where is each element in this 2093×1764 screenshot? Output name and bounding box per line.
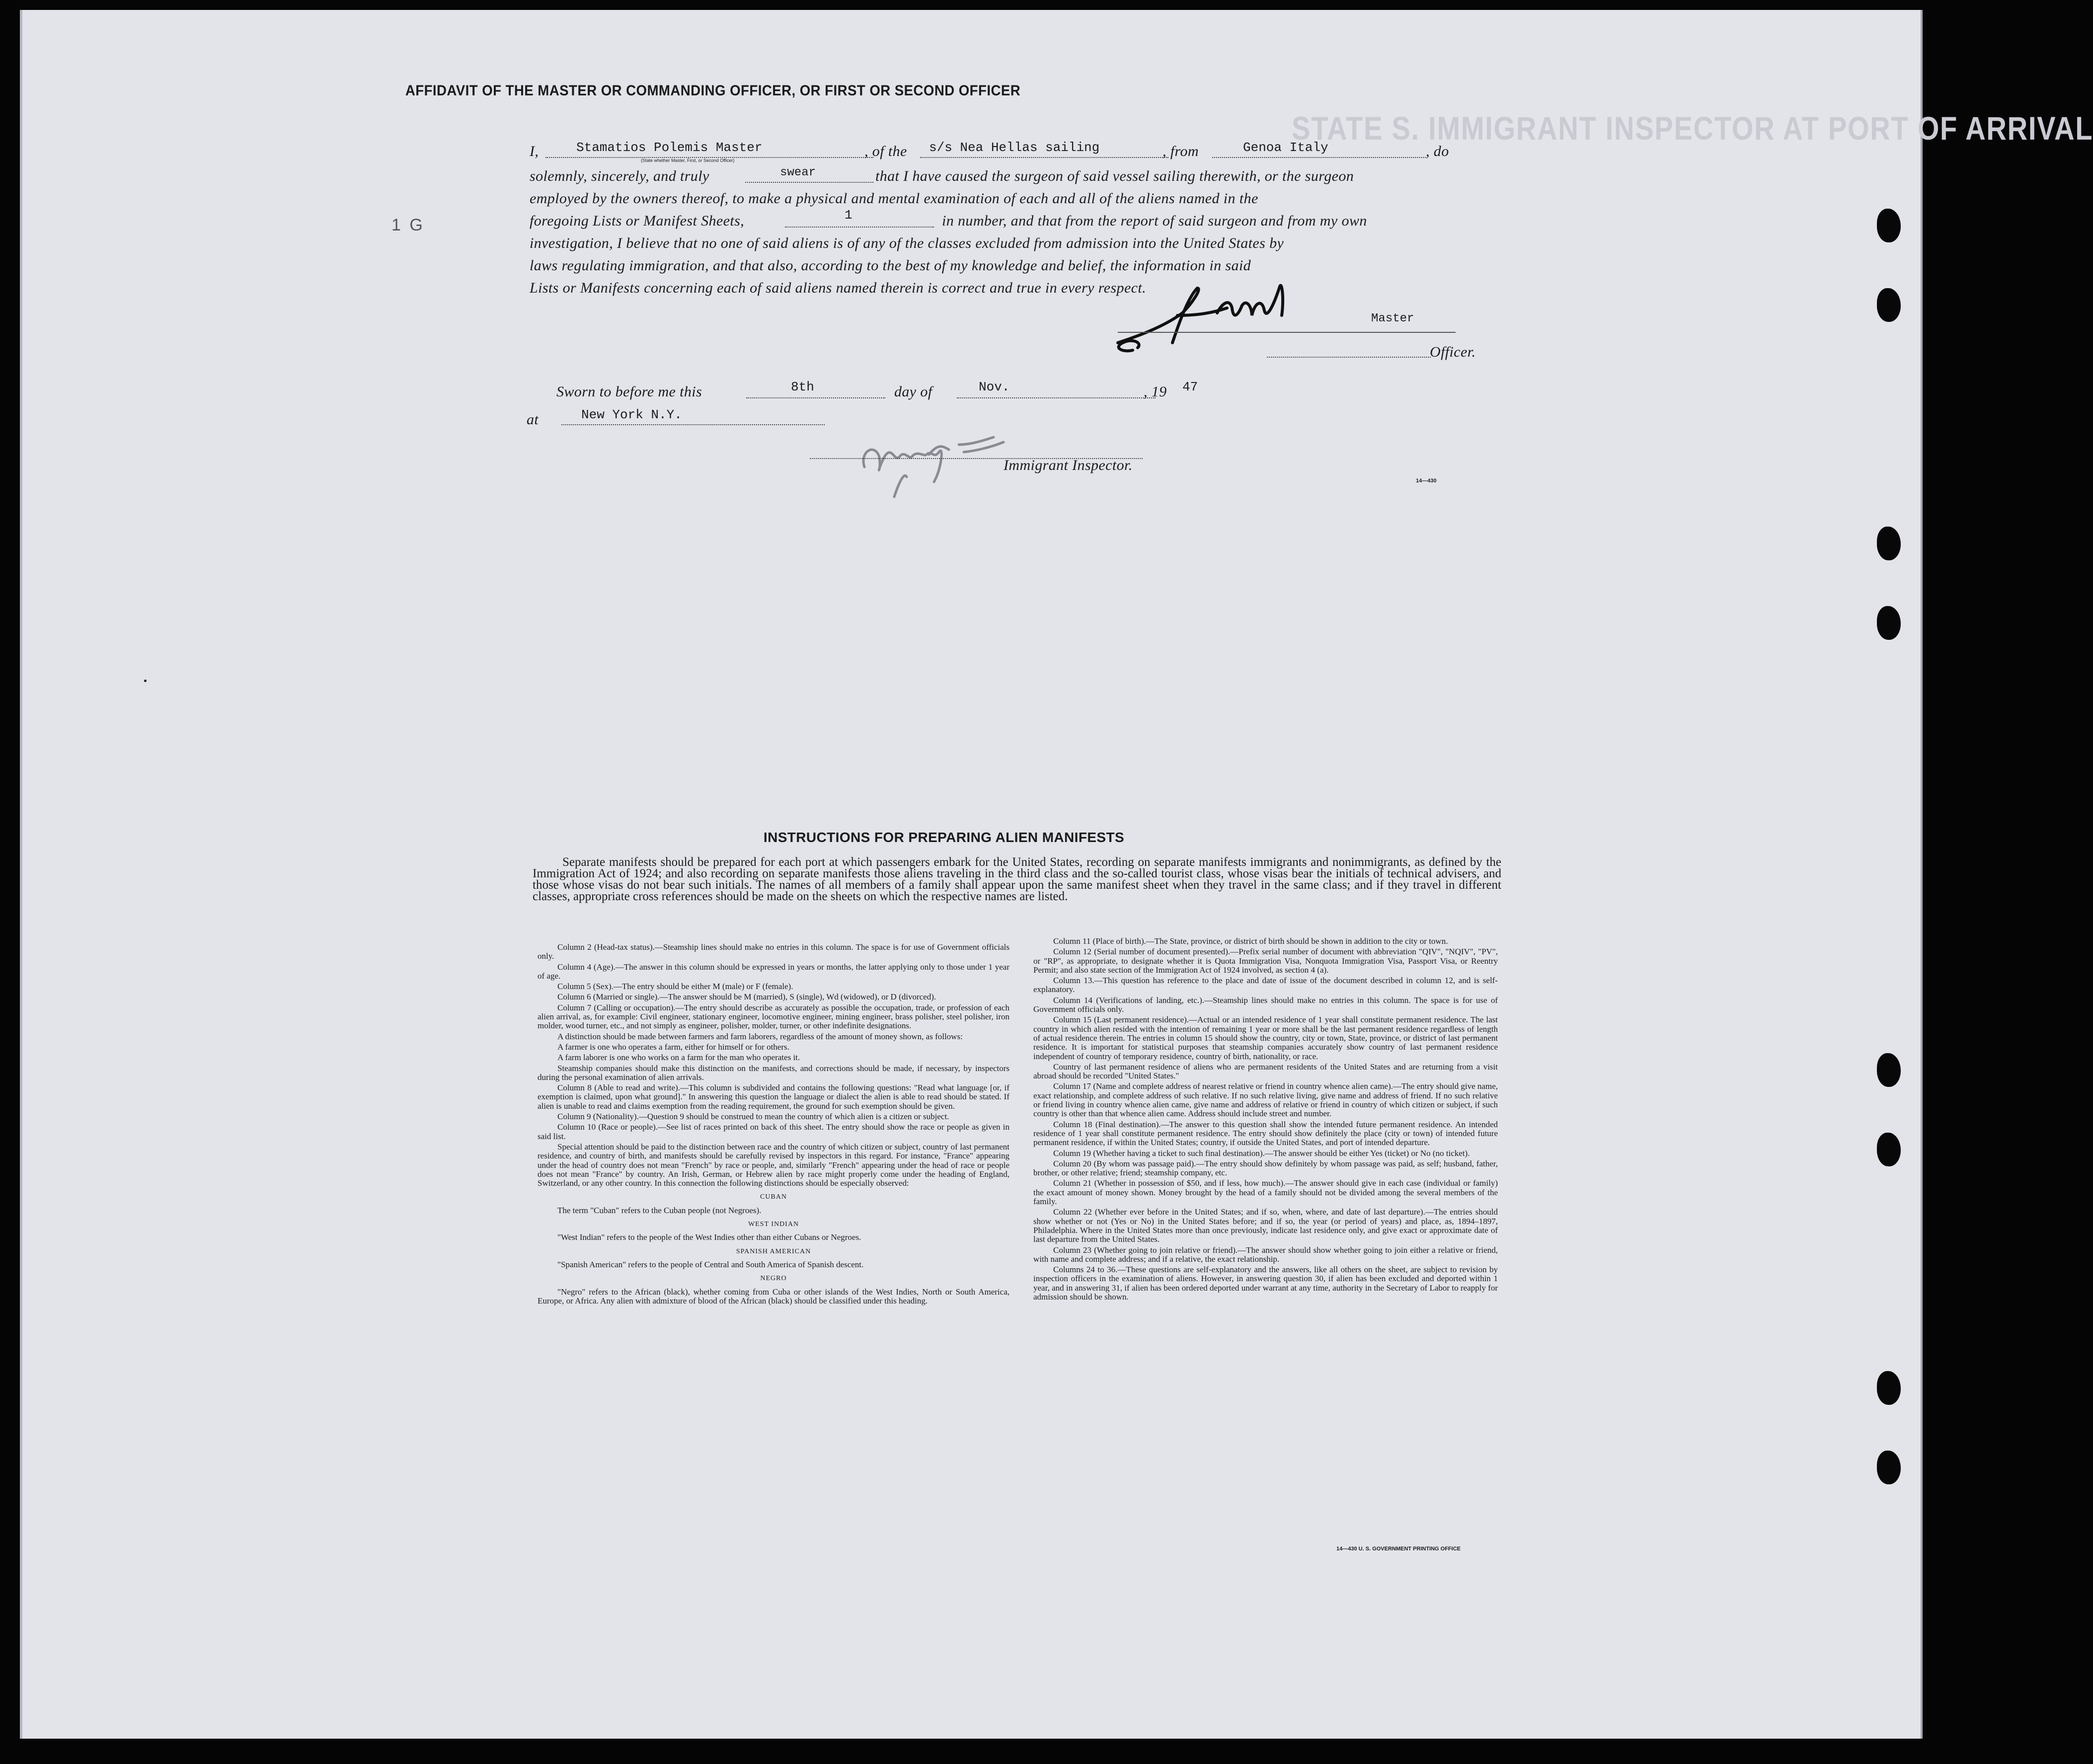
punch-hole bbox=[1877, 1451, 1901, 1484]
right-item: Country of last permanent residence of aliens who are permanent residents of the United States and are returning from a visit abroad should be recorded "United States." bbox=[1033, 1062, 1498, 1081]
def-cuban: The term "Cuban" refers to the Cuban people (not Negroes). bbox=[557, 1205, 762, 1215]
right-item: Column 22 (Whether ever before in the United States; and if so, when, where, and date of last departure).—The entries should show whether or not (Yes or No) in the United States before; and if so, the year (or period of years) and place, as, 1894–1897, Philadelphia. Where in the United States more than once previously, indicate last residence only, and give exact or approximate date of last departure from the United States. bbox=[1033, 1207, 1498, 1244]
place-value: New York N.Y. bbox=[581, 407, 682, 422]
punch-hole bbox=[1877, 209, 1901, 242]
punch-hole bbox=[1877, 1133, 1901, 1166]
punch-hole bbox=[1877, 288, 1901, 322]
master-underline bbox=[1118, 332, 1456, 333]
left-item: Column 6 (Married or single).—The answer should be M (married), S (single), Wd (widowed), or D (divorced). bbox=[557, 992, 936, 1002]
year-prefix: , 19 bbox=[1144, 383, 1167, 400]
instructions-title: INSTRUCTIONS FOR PREPARING ALIEN MANIFESTS bbox=[763, 830, 1125, 845]
right-item: Column 19 (Whether having a ticket to such final destination).—The answer should be either Yes (ticket) or No (no ticket). bbox=[1053, 1148, 1470, 1158]
affidavit-title: AFFIDAVIT OF THE MASTER OR COMMANDING OFFICER, OR FIRST OR SECOND OFFICER bbox=[405, 82, 1021, 99]
heading-spanish-american: SPANISH AMERICAN bbox=[736, 1247, 811, 1255]
day-value: 8th bbox=[791, 380, 814, 394]
punch-hole bbox=[1877, 1371, 1901, 1405]
punch-hole bbox=[1877, 1053, 1901, 1087]
officer-label: Officer. bbox=[1430, 344, 1476, 360]
instructions-intro: Separate manifests should be prepared for each port at which passengers embark for the United States, recording on separate manifests immigrants and nonimmigrants, as defined by the Immigration Act of 1924; and also recording on separate manifests those aliens traveling in the third class and the so-called tourist class, whose visas bear the initials of technical advisers, and those whose visas do not bear such initials. The names of all members of a family shall appear upon the same manifest sheet when they travel in the same class; and if they travel in different classes, appropriate cross references should be made on the sheets on which the respective names are listed. bbox=[533, 855, 1501, 903]
day-underline bbox=[746, 397, 885, 398]
left-item: Column 5 (Sex).—The entry should be either M (male) or F (female). bbox=[557, 982, 793, 992]
count-value: 1 bbox=[845, 208, 853, 223]
right-item: Column 12 (Serial number of document presented).—Prefix serial number of document with abbreviation "QIV", "NQIV", "PV", or "RP", as appropriate, to designate whether it is Quota Immigration Visa, Nonquota Immigration Visa, Passport Visa, or Reentry Permit; and also state section of the Immigration Act of 1924 involved, as section 4 (a). bbox=[1033, 947, 1498, 975]
aff-line4-rest: in number, and that from the report of said surgeon and from my own bbox=[942, 213, 1367, 229]
master-signature bbox=[1103, 268, 1361, 358]
at-label: at bbox=[527, 411, 539, 428]
vessel-value: s/s Nea Hellas sailing bbox=[929, 140, 1100, 155]
aff-line2-rest: that I have caused the surgeon of said vessel sailing therewith, or the surgeon bbox=[875, 168, 1354, 184]
right-item: Column 23 (Whether going to join relative or friend).—The answer should show whether going to join either a relative or friend, with name and complete address; and if a relative, the exact relationship. bbox=[1033, 1245, 1498, 1264]
oath-value: swear bbox=[780, 166, 816, 179]
left-item: Special attention should be paid to the distinction between race and the country of which citizen or subject, country of last permanent residence, and country of birth, and manifests should be carefully revised by inspectors in this regard. For instance, "France" appearing under the head of country does not mean "French" by race or people, and, similarly "French" appearing under the head of race or people does not mean "France" by country. An Irish, German, or Hebrew alien by race might properly come under the heading of England, Switzerland, or any other country. In this connection the following distinctions should be especially observed: bbox=[538, 1142, 1009, 1188]
heading-cuban: CUBAN bbox=[760, 1193, 787, 1201]
right-item: Column 20 (By whom was passage paid).—The entry should show definitely by whom passage was paid, as self; husband, father, brother, or other relative; friend; steamship company, etc. bbox=[1033, 1158, 1498, 1178]
heading-negro: NEGRO bbox=[760, 1275, 787, 1283]
def-negro: "Negro" refers to the African (black), whether coming from Cuba or other islands of the West Indies, North or South America, Europe, or Africa. Any alien with admixture of blood of the African (black) should be classified under this heading. bbox=[538, 1287, 1009, 1305]
left-instructions-column bbox=[538, 943, 1009, 1307]
sworn-lead: Sworn to before me this bbox=[556, 383, 702, 400]
master-title: Master bbox=[1371, 312, 1414, 325]
right-item: Column 13.—This question has reference to the place and date of issue of the document described in column 12, and is self-explanatory. bbox=[1033, 976, 1498, 995]
aff-of-the: , of the bbox=[864, 143, 907, 159]
aff-line1-lead: I, bbox=[530, 143, 539, 159]
aff-line3: employed by the owners thereof, to make a physical and mental examination of each and all of the aliens named in the bbox=[530, 190, 1258, 207]
aff-line6: laws regulating immigration, and that also, according to the best of my knowledge and belief, the information in said bbox=[530, 257, 1251, 274]
port-value: Genoa Italy bbox=[1243, 140, 1328, 155]
oath-underline bbox=[745, 182, 873, 183]
margin-note: 1 G bbox=[391, 216, 425, 234]
day-of-label: day of bbox=[894, 383, 932, 400]
right-item: Column 11 (Place of birth).—The State, province, or district of birth should be shown in addition to the city or town. bbox=[1053, 936, 1448, 946]
left-item: Steamship companies should make this distinction on the manifests, and corrections should be made, if necessary, by inspectors during the personal examination of alien arrivals. bbox=[538, 1063, 1009, 1082]
heading-west-indian: WEST INDIAN bbox=[748, 1221, 799, 1228]
month-value: Nov. bbox=[979, 380, 1010, 394]
left-item: Column 4 (Age).—The answer in this column should be expressed in years or months, the latter applying only to those under 1 year of age. bbox=[538, 962, 1009, 981]
aff-line7: Lists or Manifests concerning each of said aliens named therein is correct and true in every respect. bbox=[530, 280, 1147, 296]
manifest-sheet bbox=[20, 10, 2093, 1739]
left-item: Column 10 (Race or people).—See list of races printed on back of this sheet. The entry should show the race or people as given in said list. bbox=[538, 1122, 1009, 1141]
month-underline bbox=[957, 397, 1156, 398]
right-item: Column 18 (Final destination).—The answer to this question shall show the intended future permanent residence. An intended residence of 1 year shall constitute permanent residence. The entry should show definitely the place (city or town) of intended future permanent residence, if within the United States; country, if outside the United States, and port of intended departure. bbox=[1033, 1119, 1498, 1148]
left-item: A farmer is one who operates a farm, either for himself or for others. bbox=[557, 1042, 789, 1052]
right-item: Column 15 (Last permanent residence).—Actual or an intended residence of 1 year shall constitute permanent residence. The last country in which alien resided with the intention of remaining 1 year or more shall be the last permanent residence regardless of length of actual residence therein. The entries in column 15 should show the country, city or town, State, province, or district of last permanent residence. It is important for statistical purposes that steamship companies accurately show country of last permanent residence independent of country of temporary residence, country of birth, nationality, or race. bbox=[1033, 1015, 1498, 1061]
right-item: Column 17 (Name and complete address of nearest relative or friend in country whence alien came).—The entry should give name, exact relationship, and complete address of such relative. If no such relative living, give name and address of friend. If no such relative or friend living in country whence alien came, give name and address of relative or friend in country of which citizen or subject, if such country is other than that whence alien came. Address should include street and number. bbox=[1033, 1081, 1498, 1119]
officer-underline bbox=[1267, 357, 1431, 358]
bleed-through-text: STATE S. IMMIGRANT INSPECTOR AT PORT OF ARRIVAL bbox=[1292, 110, 2093, 147]
sheet-left-edge bbox=[20, 10, 22, 1739]
left-item: Column 9 (Nationality).—Question 9 should be construed to mean the country of which alien is a citizen or subject. bbox=[557, 1112, 949, 1122]
year-value: 47 bbox=[1182, 380, 1198, 394]
left-item: A distinction should be made between farmers and farm laborers, regardless of the amount of money shown, as follows: bbox=[557, 1031, 963, 1041]
printing-office-footer: 14—430 U. S. GOVERNMENT PRINTING OFFICE bbox=[1336, 1546, 1461, 1552]
punch-hole bbox=[1877, 606, 1901, 640]
state-note: (State whether Master, First, or Second Officer) bbox=[641, 158, 735, 163]
left-item: Column 7 (Calling or occupation).—The entry should describe as accurately as possible the occupation, trade, or profession of each alien arrival, as, for example: Civil engineer, stationary engineer, locomotive engineer, mining engineer, brass polisher, steel polisher, iron molder, wood turner, etc., and not simply as engineer, polisher, molder, turner, or other indefinite designations. bbox=[538, 1002, 1009, 1031]
speck bbox=[144, 680, 147, 682]
sheet-right-edge bbox=[1921, 10, 1923, 1739]
aff-line5: investigation, I believe that no one of said aliens is of any of the classes excluded from admission into the United States by bbox=[530, 235, 1284, 251]
def-spanish-american: "Spanish American" refers to the people of Central and South America of Spanish descent. bbox=[557, 1259, 864, 1269]
aff-from: , from bbox=[1163, 143, 1199, 159]
left-item: A farm laborer is one who works on a farm for the man who operates it. bbox=[557, 1053, 800, 1063]
aff-line2-lead: solemnly, sincerely, and truly bbox=[530, 168, 709, 184]
place-underline bbox=[561, 424, 825, 425]
port-underline bbox=[1212, 157, 1426, 158]
inspector-label: Immigrant Inspector. bbox=[1004, 457, 1133, 473]
punch-hole bbox=[1877, 527, 1901, 560]
right-item: Column 14 (Verifications of landing, etc.).—Steamship lines should make no entries in this column. The space is for use of Government officials only. bbox=[1033, 995, 1498, 1014]
right-item: Column 21 (Whether in possession of $50, and if less, how much).—The answer should give in each case (individual or family) the exact amount of money shown. Money brought by the head of a family should not be divided among the several members of the family. bbox=[1033, 1178, 1498, 1207]
def-west-indian: "West Indian" refers to the people of the West Indies other than either Cubans or Negroes. bbox=[557, 1232, 861, 1242]
aff-line4-lead: foregoing Lists or Manifest Sheets, bbox=[530, 213, 745, 229]
form-code: 14—430 bbox=[1416, 478, 1437, 484]
left-item: Column 2 (Head-tax status).—Steamship lines should make no entries in this column. The space is for use of Government officials only. bbox=[538, 942, 1009, 961]
left-item: Column 8 (Able to read and write).—This column is subdivided and contains the following questions: "Read what language [or, if exemption is claimed, upon what ground]." In answering this question the language or dialect the alien is able to read should be stated. If alien is unable to read and claims exemption from the reading requirement, the ground for such exemption should be given. bbox=[538, 1083, 1009, 1111]
count-underline bbox=[785, 227, 934, 228]
vessel-underline bbox=[920, 157, 1168, 158]
master-name-value: Stamatios Polemis Master bbox=[576, 140, 763, 155]
right-instructions-column bbox=[1033, 937, 1498, 1303]
aff-do: , do bbox=[1426, 143, 1449, 159]
right-item: Columns 24 to 36.—These questions are self-explanatory and the answers, like all others on the sheet, are subject to revision by inspection officers in the examination of aliens. However, in answering question 30, if alien has been excluded and deported within 1 year, and in answering 31, if alien has been ordered deported under warrant at any time, authority in the Secretary of Labor to reapply for admission should be shown. bbox=[1033, 1265, 1498, 1302]
